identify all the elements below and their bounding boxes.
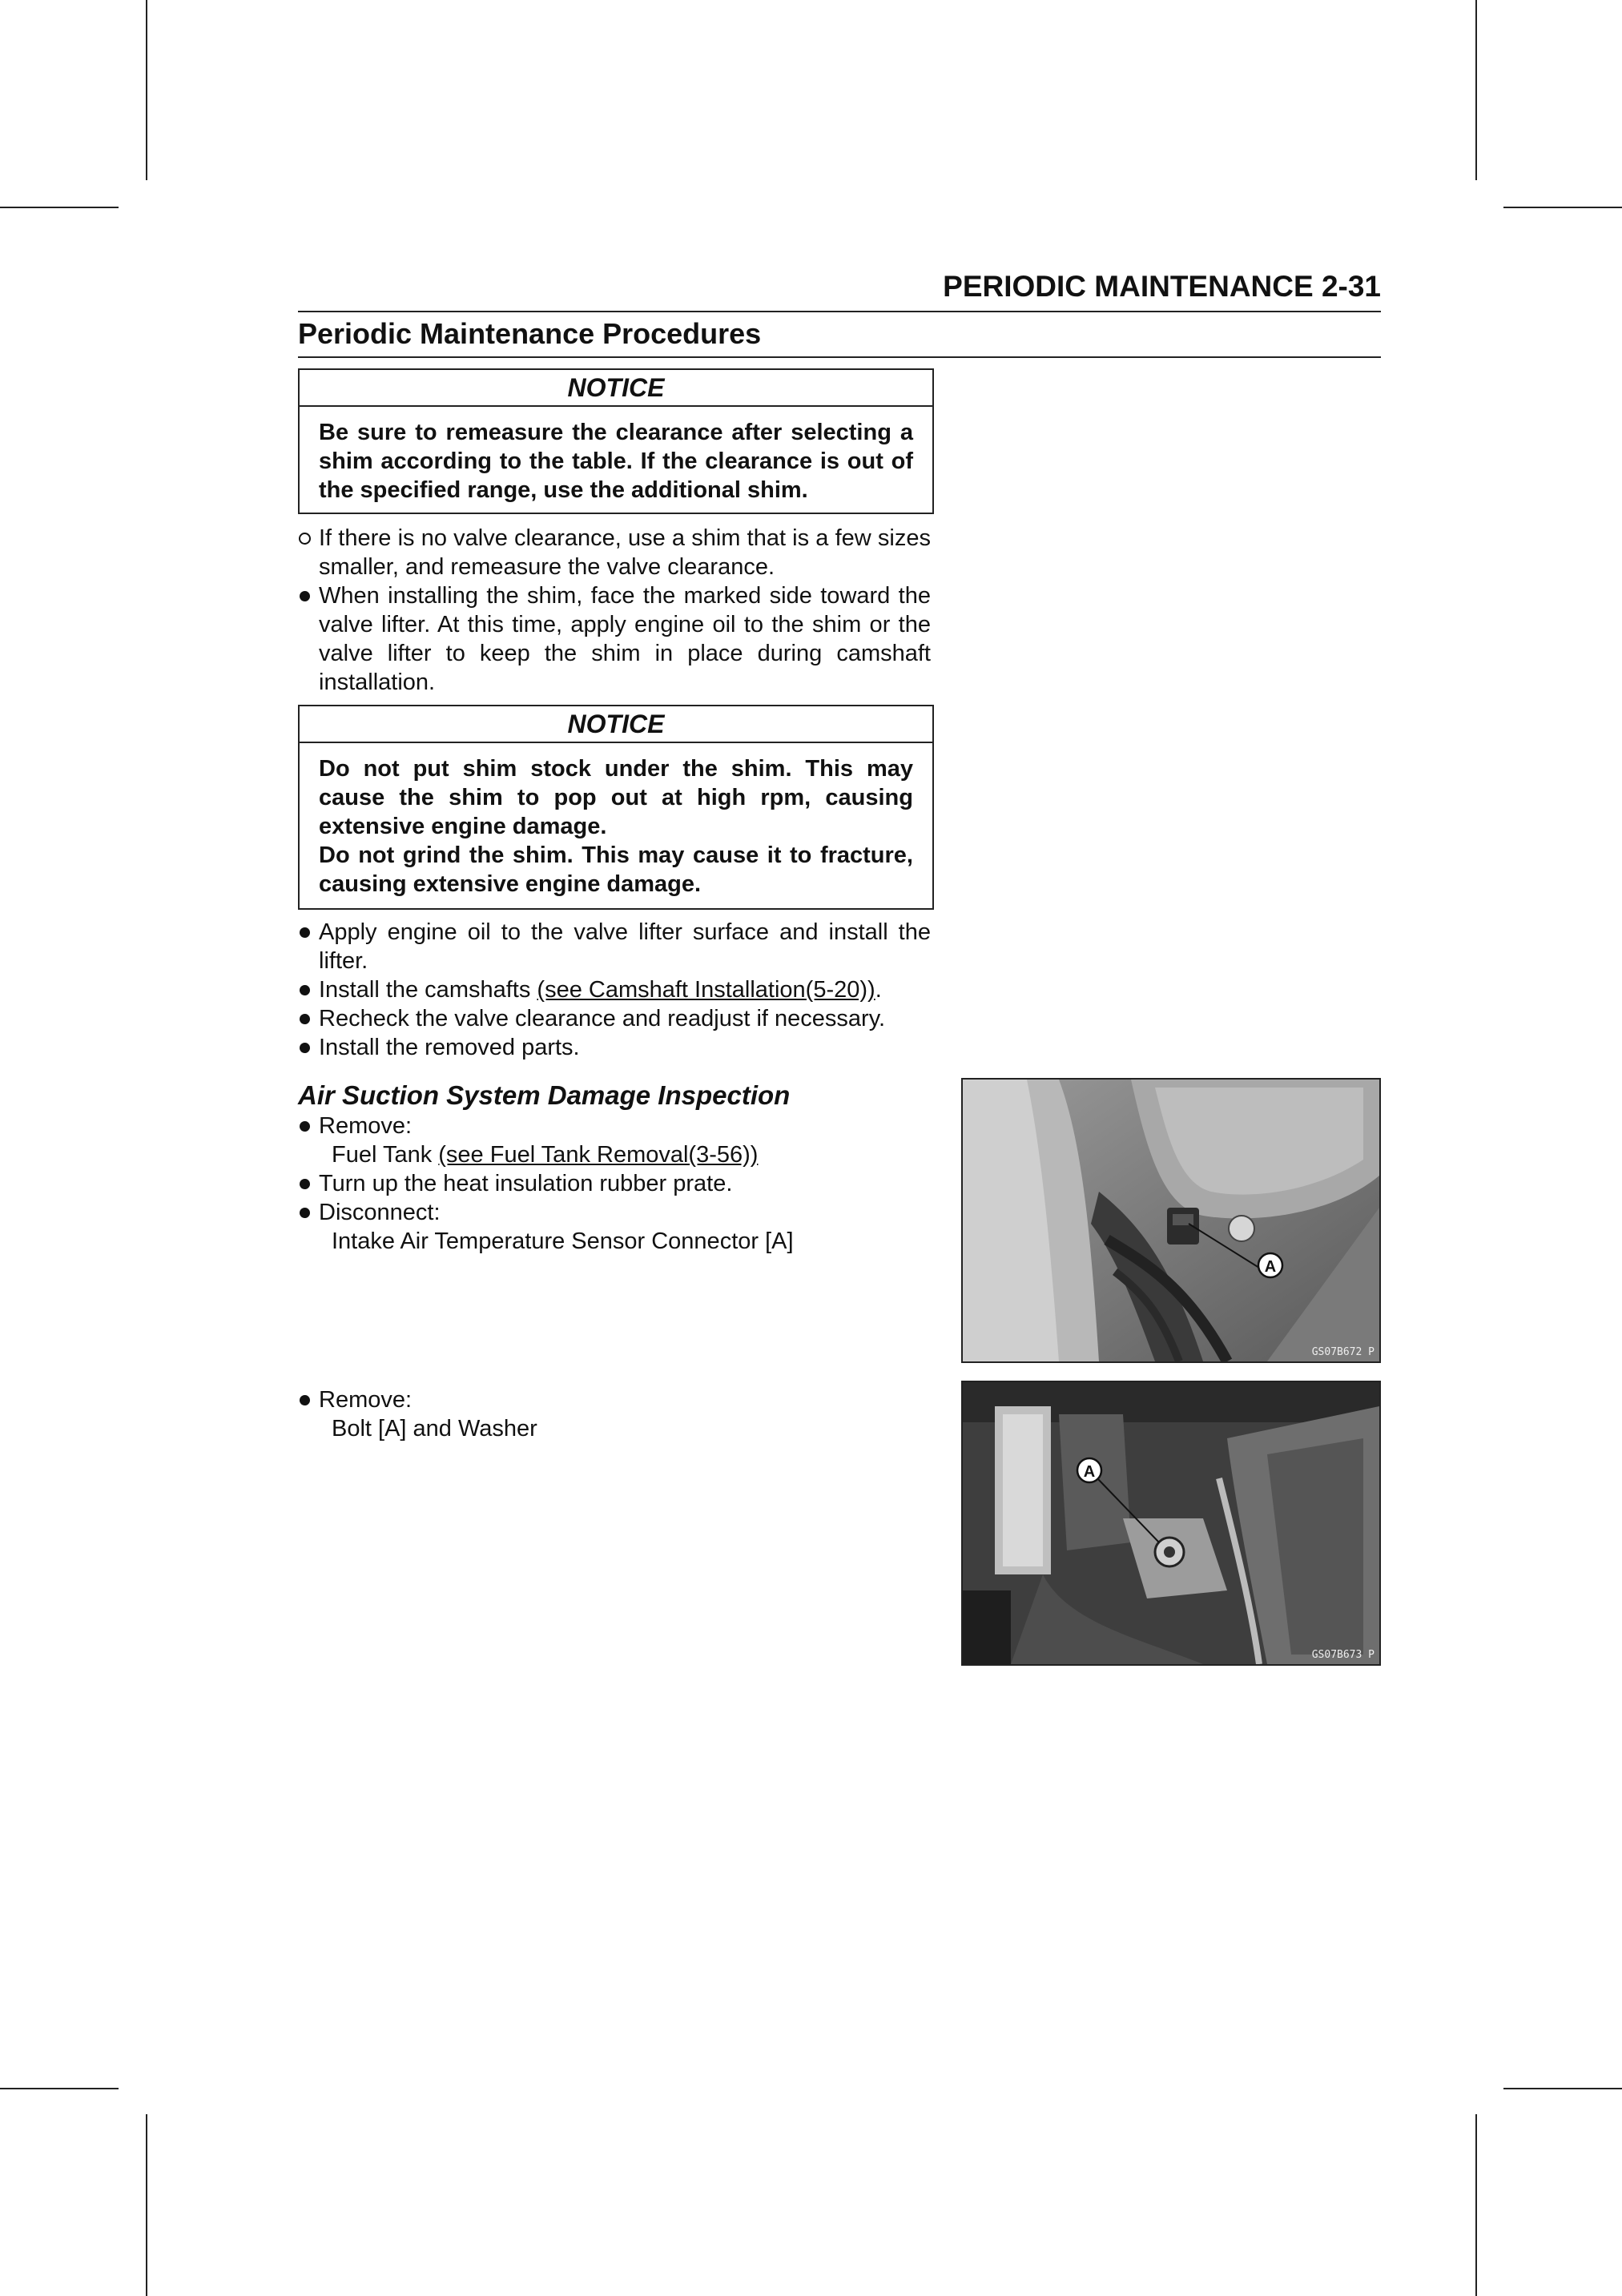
notice-title: NOTICE [300,370,932,407]
air-suction-section [298,1080,931,1256]
list-subitem: Intake Air Temperature Sensor Connector [A] [332,1228,794,1254]
hollow-bullet-icon [299,533,311,545]
crop-mark [0,207,119,208]
crop-mark [0,2088,119,2089]
bullet-icon [300,1179,310,1189]
list-item: When installing the shim, face the marked side toward the valve lifter. At this time, apply engine oil to the shim or the valve lifter to keep the shim in place during camshaft installation. [298,581,931,697]
crop-mark [146,0,147,180]
crop-mark [1475,2114,1477,2296]
bullet-icon [300,1121,310,1132]
subsection-title: Air Suction System Damage Inspection [298,1080,791,1110]
list-item: Apply engine oil to the valve lifter surface and install the lifter. [298,918,931,975]
section-title: Periodic Maintenance Procedures [298,312,1381,358]
list-item: Remove: [298,1385,931,1414]
bullet-icon [300,1395,310,1405]
list-item: Disconnect: [298,1198,931,1227]
list-subitem: Bolt [A] and Washer [332,1416,537,1442]
step-list [298,524,931,697]
bullet-icon [300,591,310,601]
list-item: Install the camshafts (see Camshaft Installation(5-20)). [298,975,931,1004]
bullet-icon [300,1208,310,1218]
bullet-icon [300,1014,310,1024]
crop-mark [1503,207,1622,208]
figure-intake-air-sensor-photo [961,1078,1381,1363]
page-header: PERIODIC MAINTENANCE 2-31 [298,263,1381,312]
step-list [298,1385,931,1443]
list-item: Recheck the valve clearance and readjust if necessary. [298,1004,931,1033]
list-item: Turn up the heat insulation rubber prate. [298,1169,931,1198]
list-item: Install the removed parts. [298,1033,931,1062]
camshaft-installation-link[interactable]: (see Camshaft Installation(5-20)) [537,977,875,1003]
callout-a-label: A [1083,1463,1096,1481]
list-item: Remove: [298,1112,931,1140]
notice-box [298,705,934,910]
notice-box [298,368,934,514]
notice-paragraph: Be sure to remeasure the clearance after selecting a shim according to the table. If the clearance is out of the specified range, use the additional shim. [319,420,913,503]
crop-mark [146,2114,147,2296]
step-list [298,918,931,1062]
figure-code: GS07B673 P [1311,1649,1374,1661]
crop-mark [1475,0,1477,180]
notice-paragraph: Do not put shim stock under the shim. This may cause the shim to pop out at high rpm, causing extensive engine damage. [319,756,913,839]
list-subitem: Fuel Tank (see Fuel Tank Removal(3-56)) [332,1142,759,1168]
bullet-icon [300,927,310,938]
bullet-icon [300,1043,310,1053]
engine-photo-illustration [963,1080,1379,1361]
callout-a-label: A [1264,1258,1277,1276]
notice-text [300,743,932,905]
notice-paragraph: Do not grind the shim. This may cause it to fracture, causing extensive engine damage. [319,842,913,897]
figure-code: GS07B672 P [1311,1346,1374,1358]
bullet-icon [300,985,310,995]
crop-mark [1503,2088,1622,2089]
fuel-tank-removal-link[interactable]: (see Fuel Tank Removal(3-56)) [438,1142,759,1168]
notice-title: NOTICE [300,706,932,743]
list-item: If there is no valve clearance, use a shim that is a few sizes smaller, and remeasure the valve clearance. [298,524,931,581]
figure-bolt-photo [961,1381,1381,1666]
engine-photo-illustration [963,1382,1379,1664]
notice-text [300,407,932,511]
